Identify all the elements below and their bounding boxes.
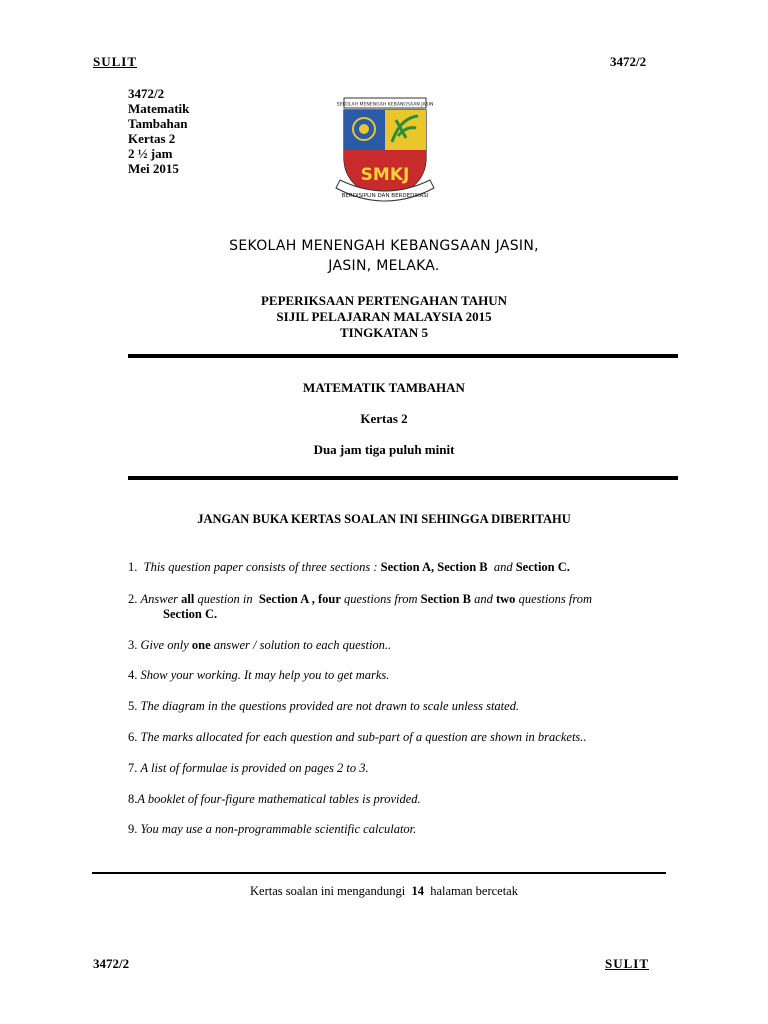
instruction-item: 4. Show your working. It may help you to get marks. bbox=[128, 668, 390, 682]
exam-duration: Dua jam tiga puluh minit bbox=[313, 442, 455, 457]
meta-duration: 2 ½ jam bbox=[128, 146, 173, 161]
page-count-note: Kertas soalan ini mengandungi 14 halaman bercetak bbox=[250, 884, 518, 898]
instruction-item: 6. The marks allocated for each question and sub-part of a question are shown in brackets.. bbox=[128, 730, 587, 744]
school-crest-logo bbox=[326, 96, 444, 210]
meta-subject-2: Tambahan bbox=[128, 116, 188, 131]
meta-code: 3472/2 bbox=[128, 86, 165, 101]
divider-bottom bbox=[128, 476, 678, 480]
page-count: 14 bbox=[411, 884, 424, 898]
paper-meta bbox=[128, 86, 189, 176]
meta-subject: Matematik bbox=[128, 101, 190, 116]
exam-title: PEPERIKSAAN PERTENGAHAN TAHUN SIJIL PELAJARAN MALAYSIA 2015 TINGKATAN 5 bbox=[260, 293, 508, 340]
footer-classification: SULIT bbox=[605, 956, 650, 971]
divider-top bbox=[128, 354, 678, 358]
instruction-item: 7. A list of formulae is provided on pages 2 to 3. bbox=[128, 761, 369, 775]
paper-code: 3472/2 bbox=[610, 54, 647, 69]
instruction-item: 2. Answer all question in Section A , four questions from Section B and two questions from Section C. bbox=[128, 592, 593, 621]
instruction-item: 1. This question paper consists of three sections : Section A, Section B and Section C. bbox=[128, 560, 570, 574]
paper-number: Kertas 2 bbox=[360, 411, 408, 426]
svg-text:BERDISIPLIN DAN BERDEDIKASI: BERDISIPLIN DAN BERDEDIKASI bbox=[341, 193, 429, 199]
instruction-item: 5. The diagram in the questions provided are not drawn to scale unless stated. bbox=[128, 699, 520, 713]
svg-text:SMKJ: SMKJ bbox=[360, 165, 410, 185]
classification-label: SULIT bbox=[93, 54, 138, 69]
meta-paper: Kertas 2 bbox=[128, 131, 176, 146]
meta-date: Mei 2015 bbox=[128, 161, 179, 176]
footer-divider bbox=[92, 872, 666, 874]
subject-title: MATEMATIK TAMBAHAN bbox=[303, 380, 465, 395]
footer-paper-code: 3472/2 bbox=[93, 956, 130, 971]
warning-notice: JANGAN BUKA KERTAS SOALAN INI SEHINGGA DIBERITAHU bbox=[197, 512, 571, 526]
instruction-item: 8.A booklet of four-figure mathematical tables is provided. bbox=[128, 792, 421, 806]
instruction-item: 9. You may use a non-programmable scientific calculator. bbox=[128, 822, 417, 836]
school-name: SEKOLAH MENENGAH KEBANGSAAN JASIN, JASIN, MELAKA. bbox=[229, 238, 539, 274]
instruction-item: 3. Give only one answer / solution to each question.. bbox=[128, 638, 392, 652]
svg-text:SEKOLAH MENENGAH KEBANGSAAN JA: SEKOLAH MENENGAH KEBANGSAAN JASIN bbox=[336, 102, 434, 108]
